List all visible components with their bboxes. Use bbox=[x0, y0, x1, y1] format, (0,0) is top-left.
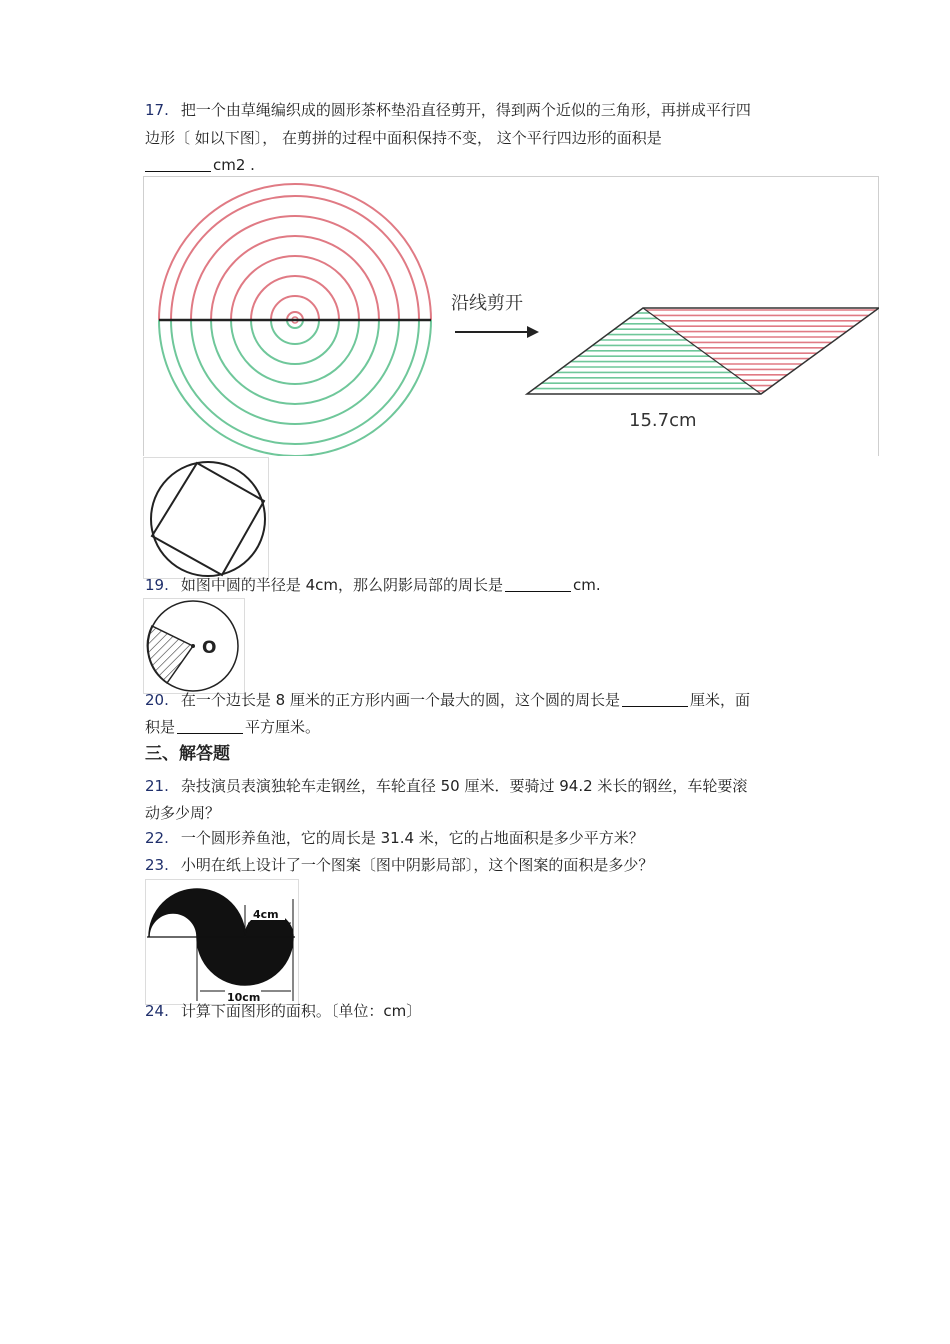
red-ring-3 bbox=[231, 256, 359, 320]
s-shape-figure bbox=[145, 879, 299, 1005]
q24-number: 24. bbox=[145, 1002, 169, 1020]
q20-number: 20. bbox=[145, 691, 169, 709]
green-ring-5 bbox=[191, 320, 399, 424]
red-ring-7 bbox=[159, 184, 431, 320]
q23-line bbox=[145, 855, 653, 875]
q24-text: 计算下面图形的面积。〔单位：cm〕 bbox=[180, 1002, 422, 1020]
q23-number: 23. bbox=[145, 856, 169, 874]
q20-text-2: 厘米，面 bbox=[689, 691, 750, 709]
green-half-rings bbox=[159, 320, 431, 456]
q19-number: 19. bbox=[145, 576, 169, 594]
q19-text: 如图中圆的半径是 4cm，那么阴影局部的周长是 bbox=[180, 576, 504, 594]
outer-circle bbox=[151, 462, 265, 576]
shaded-sector bbox=[147, 626, 193, 683]
q20-text-4: 平方厘米。 bbox=[245, 718, 321, 736]
q17-line3 bbox=[145, 155, 255, 175]
red-ring-5 bbox=[191, 216, 399, 320]
green-striped-triangle bbox=[534, 313, 753, 389]
shaded-sector-figure bbox=[143, 598, 245, 694]
q21-line2: 动多少周？ bbox=[145, 804, 221, 822]
q17-line2: 边形〔 如以下图〕， 在剪拼的过程中面积保持不变， 这个平行四边形的面积是 bbox=[145, 129, 662, 147]
q17-figure-svg bbox=[143, 176, 879, 456]
q19-line bbox=[145, 575, 601, 595]
q19-answer-blank bbox=[505, 577, 571, 592]
q22-text: 一个圆形养鱼池，它的周长是 31.4 米，它的占地面积是多少平方米？ bbox=[180, 829, 644, 847]
q17-unit: cm2 . bbox=[213, 156, 255, 174]
arrow-label: 沿线剪开 bbox=[451, 293, 523, 314]
q20-text-1: 在一个边长是 8 厘米的正方形内画一个最大的圆，这个圆的周长是 bbox=[180, 691, 620, 709]
q21-text-1: 杂技演员表演独轮车走钢丝，车轮直径 50 厘米．要骑过 94.2 米长的钢丝，车轮要滚 bbox=[180, 777, 748, 795]
q19-unit: cm. bbox=[573, 576, 601, 594]
inscribed-square bbox=[152, 463, 264, 575]
q17-figure bbox=[143, 176, 879, 456]
q23-text: 小明在纸上设计了一个图案〔图中阴影局部〕，这个图案的面积是多少？ bbox=[180, 856, 654, 874]
base-length-label: 15.7cm bbox=[629, 410, 697, 431]
q21-line1 bbox=[145, 776, 747, 796]
green-ring-2 bbox=[251, 320, 339, 364]
q24-line bbox=[145, 1001, 421, 1021]
red-half-rings bbox=[159, 184, 431, 323]
green-ring-3 bbox=[231, 320, 359, 384]
q17-answer-blank bbox=[145, 157, 211, 172]
q22-number: 22. bbox=[145, 829, 169, 847]
green-ring-4 bbox=[211, 320, 379, 404]
green-ring-7 bbox=[159, 320, 431, 456]
square-in-circle-figure bbox=[143, 457, 269, 579]
q20-area-blank bbox=[177, 719, 243, 734]
q20-line1 bbox=[145, 690, 750, 710]
q17-line1 bbox=[145, 100, 751, 120]
q20-circumference-blank bbox=[622, 692, 688, 707]
center-label: O bbox=[202, 638, 217, 658]
center-dot bbox=[191, 644, 195, 648]
q21-number: 21. bbox=[145, 777, 169, 795]
arrow-head bbox=[527, 326, 539, 338]
q22-line bbox=[145, 828, 644, 848]
q20-text-3: 积是 bbox=[145, 718, 176, 736]
red-ring-4 bbox=[211, 236, 379, 320]
section-heading: 三、解答题 bbox=[145, 744, 230, 764]
small-dimension-label: 4cm bbox=[253, 908, 279, 921]
q20-line2 bbox=[145, 717, 320, 737]
q17-number: 17. bbox=[145, 101, 169, 119]
big-dimension-label: 10cm bbox=[227, 991, 261, 1004]
q17-text-1: 把一个由草绳编织成的圆形茶杯垫沿直径剪开，得到两个近似的三角形，再拼成平行四 bbox=[180, 101, 751, 119]
red-ring-2 bbox=[251, 276, 339, 320]
